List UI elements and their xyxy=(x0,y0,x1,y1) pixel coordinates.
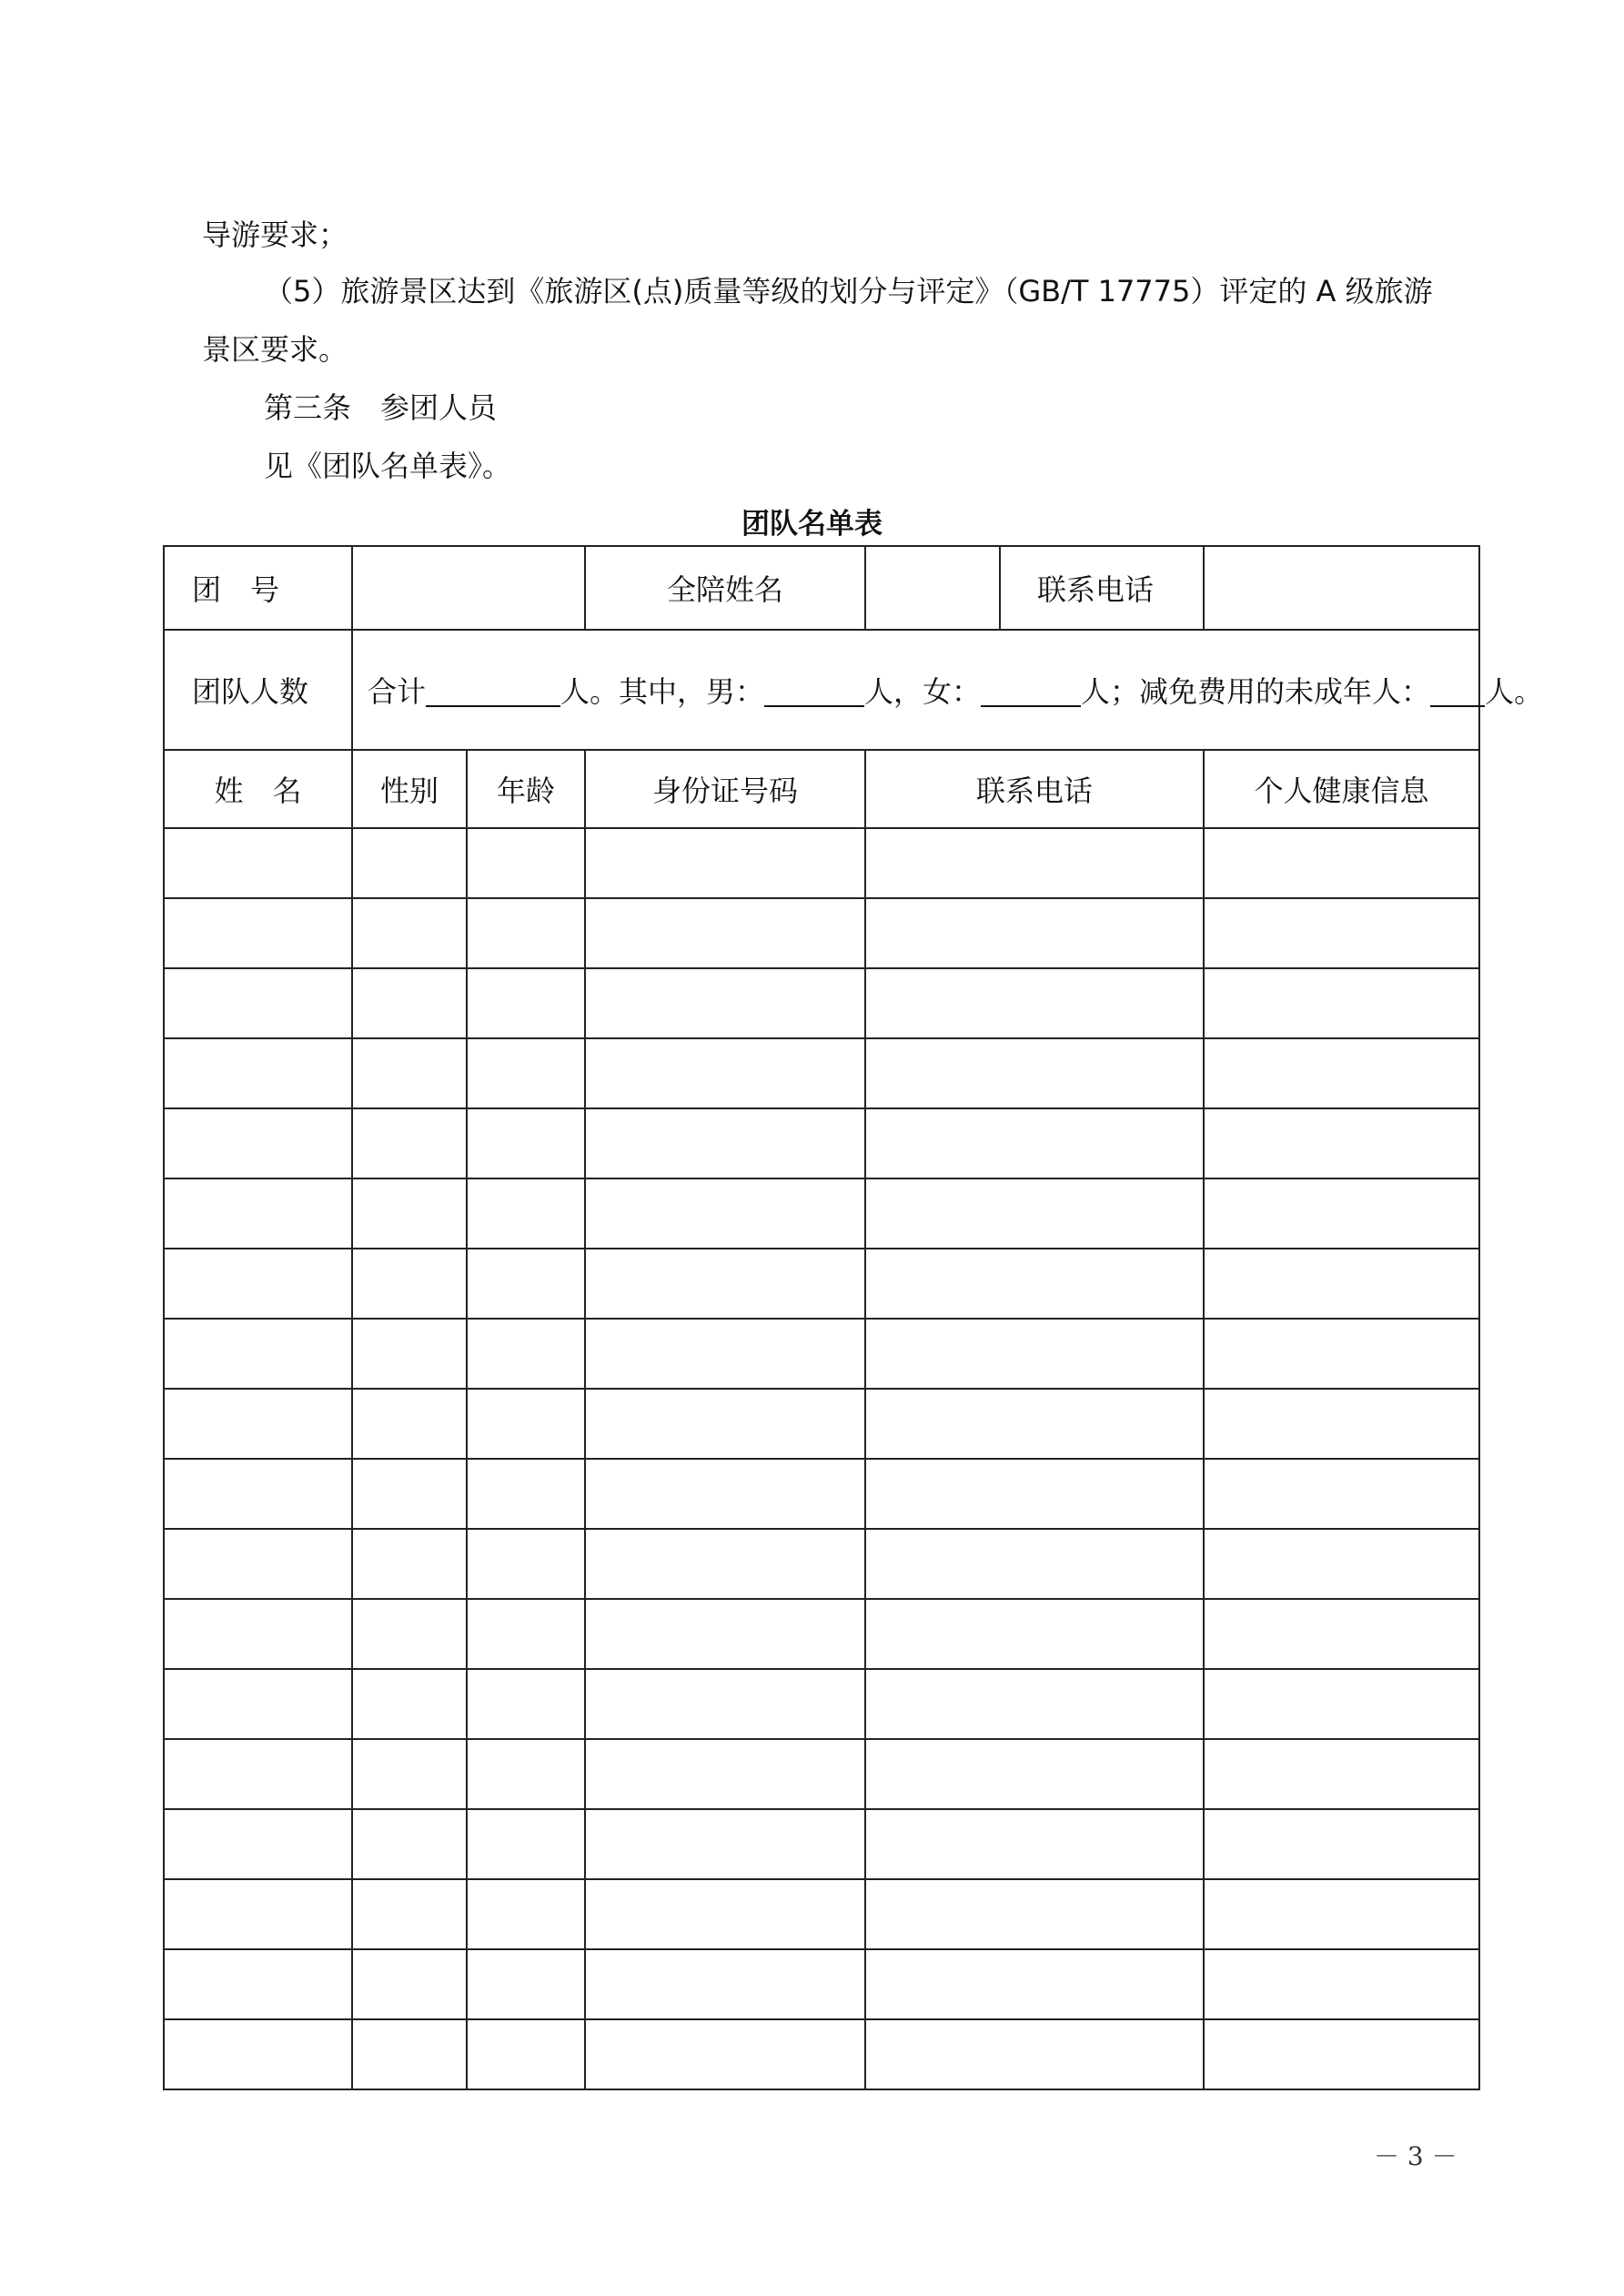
cell-id-number[interactable] xyxy=(585,1529,865,1599)
cell-phone[interactable] xyxy=(865,1459,1204,1529)
table-row xyxy=(164,1949,1479,2019)
cell-age[interactable] xyxy=(467,1669,585,1739)
blank-total[interactable] xyxy=(426,674,560,707)
cell-gender[interactable] xyxy=(352,828,467,898)
cell-name[interactable] xyxy=(164,1879,352,1949)
group-no-value-cell[interactable] xyxy=(352,546,585,630)
text-item-5: （5）旅游景区达到《旅游区(点)质量等级的划分与评定》（GB/T 17775）评定的 A 级旅游 xyxy=(264,274,1433,308)
group-no-label xyxy=(164,546,352,630)
cell-name[interactable] xyxy=(164,968,352,1038)
cell-gender[interactable] xyxy=(352,1178,467,1249)
cell-phone[interactable] xyxy=(865,1178,1204,1249)
cell-name[interactable] xyxy=(164,1249,352,1319)
cell-age[interactable] xyxy=(467,1809,585,1879)
cell-health-info[interactable] xyxy=(1204,1739,1479,1809)
cell-gender[interactable] xyxy=(352,1389,467,1459)
table-row xyxy=(164,1599,1479,1669)
cell-id-number[interactable] xyxy=(585,1459,865,1529)
cell-age[interactable] xyxy=(467,1879,585,1949)
cell-name[interactable] xyxy=(164,1319,352,1389)
cell-phone[interactable] xyxy=(865,1739,1204,1809)
cell-age[interactable] xyxy=(467,1178,585,1249)
cell-gender[interactable] xyxy=(352,1529,467,1599)
cell-gender[interactable] xyxy=(352,1459,467,1529)
table-row xyxy=(164,1739,1479,1809)
cell-age[interactable] xyxy=(467,1038,585,1108)
table-row xyxy=(164,828,1479,898)
article-heading: 第三条 参团人员 xyxy=(264,390,498,425)
text-item-5-cont: 景区要求。 xyxy=(202,332,348,367)
cell-age[interactable] xyxy=(467,1459,585,1529)
cell-health-info[interactable] xyxy=(1204,1108,1479,1178)
cell-gender[interactable] xyxy=(352,1319,467,1389)
header-id-number: 身份证号码 xyxy=(585,750,865,828)
cell-name[interactable] xyxy=(164,1809,352,1879)
cell-phone[interactable] xyxy=(865,898,1204,968)
cell-id-number[interactable] xyxy=(585,828,865,898)
cell-id-number[interactable] xyxy=(585,1879,865,1949)
cell-health-info[interactable] xyxy=(1204,1599,1479,1669)
minor-suffix: 人。 xyxy=(1485,674,1544,709)
cell-name[interactable] xyxy=(164,898,352,968)
table-row xyxy=(164,1319,1479,1389)
cell-phone[interactable] xyxy=(865,968,1204,1038)
cell-age[interactable] xyxy=(467,968,585,1038)
cell-id-number[interactable] xyxy=(585,1249,865,1319)
cell-name[interactable] xyxy=(164,1949,352,2019)
cell-gender[interactable] xyxy=(352,1739,467,1809)
cell-phone[interactable] xyxy=(865,1949,1204,2019)
cell-phone[interactable] xyxy=(865,1669,1204,1739)
group-no-label-text: 团 号 xyxy=(192,572,280,607)
cell-id-number[interactable] xyxy=(585,1178,865,1249)
cell-health-info[interactable] xyxy=(1204,2019,1479,2089)
cell-id-number[interactable] xyxy=(585,968,865,1038)
cell-name[interactable] xyxy=(164,1599,352,1669)
table-row xyxy=(164,1389,1479,1459)
female-prefix: 人，女： xyxy=(864,674,982,709)
cell-name[interactable] xyxy=(164,1739,352,1809)
cell-phone[interactable] xyxy=(865,1809,1204,1879)
cell-gender[interactable] xyxy=(352,1809,467,1879)
cell-age[interactable] xyxy=(467,1949,585,2019)
guide-phone-value-cell[interactable] xyxy=(1204,546,1479,630)
cell-gender[interactable] xyxy=(352,2019,467,2089)
group-count-stats xyxy=(352,630,1544,750)
cell-gender[interactable] xyxy=(352,1249,467,1319)
cell-id-number[interactable] xyxy=(585,1739,865,1809)
cell-health-info[interactable] xyxy=(1204,1249,1479,1319)
group-roster-table xyxy=(163,545,1544,2090)
guide-name-value-cell[interactable] xyxy=(865,546,1000,630)
cell-id-number[interactable] xyxy=(585,1809,865,1879)
cell-id-number[interactable] xyxy=(585,1108,865,1178)
cell-id-number[interactable] xyxy=(585,1599,865,1669)
blank-female[interactable] xyxy=(981,674,1081,707)
cell-health-info[interactable] xyxy=(1204,1038,1479,1108)
row-group-info xyxy=(164,546,1479,630)
table-row xyxy=(164,1879,1479,1949)
cell-health-info[interactable] xyxy=(1204,1879,1479,1949)
cell-phone[interactable] xyxy=(865,1879,1204,1949)
cell-gender[interactable] xyxy=(352,898,467,968)
cell-health-info[interactable] xyxy=(1204,828,1479,898)
cell-name[interactable] xyxy=(164,1038,352,1108)
cell-age[interactable] xyxy=(467,1389,585,1459)
cell-phone[interactable] xyxy=(865,1108,1204,1178)
cell-health-info[interactable] xyxy=(1204,1529,1479,1599)
total-prefix: 合计 xyxy=(368,674,427,709)
male-prefix: 人。其中，男： xyxy=(560,674,765,709)
cell-age[interactable] xyxy=(467,1319,585,1389)
table-row xyxy=(164,1669,1479,1739)
cell-name[interactable] xyxy=(164,2019,352,2089)
cell-id-number[interactable] xyxy=(585,1389,865,1459)
cell-phone[interactable] xyxy=(865,1038,1204,1108)
cell-health-info[interactable] xyxy=(1204,968,1479,1038)
table-row xyxy=(164,1809,1479,1879)
cell-name[interactable] xyxy=(164,1669,352,1739)
cell-health-info[interactable] xyxy=(1204,1669,1479,1739)
cell-health-info[interactable] xyxy=(1204,1949,1479,2019)
table-title: 团队名单表 xyxy=(741,508,883,541)
cell-health-info[interactable] xyxy=(1204,1809,1479,1879)
cell-id-number[interactable] xyxy=(585,1319,865,1389)
cell-gender[interactable] xyxy=(352,1038,467,1108)
cell-id-number[interactable] xyxy=(585,898,865,968)
row-group-count xyxy=(164,630,1479,750)
cell-phone[interactable] xyxy=(865,1529,1204,1599)
cell-id-number[interactable] xyxy=(585,1949,865,2019)
header-gender: 性别 xyxy=(352,750,467,828)
cell-health-info[interactable] xyxy=(1204,898,1479,968)
guide-phone-label: 联系电话 xyxy=(1000,546,1204,630)
table-row xyxy=(164,968,1479,1038)
cell-name[interactable] xyxy=(164,1529,352,1599)
cell-phone[interactable] xyxy=(865,1249,1204,1319)
text-guide-requirements: 导游要求； xyxy=(202,217,348,252)
header-phone: 联系电话 xyxy=(865,750,1204,828)
table-row xyxy=(164,898,1479,968)
cell-phone[interactable] xyxy=(865,828,1204,898)
cell-age[interactable] xyxy=(467,828,585,898)
cell-id-number[interactable] xyxy=(585,1669,865,1739)
cell-phone[interactable] xyxy=(865,2019,1204,2089)
cell-gender[interactable] xyxy=(352,1669,467,1739)
minor-prefix: 人；减免费用的未成年人： xyxy=(1081,674,1431,709)
cell-name[interactable] xyxy=(164,1389,352,1459)
cell-phone[interactable] xyxy=(865,1599,1204,1669)
header-name: 姓 名 xyxy=(164,750,352,828)
header-health-info: 个人健康信息 xyxy=(1204,750,1479,828)
cell-name[interactable] xyxy=(164,828,352,898)
table-row xyxy=(164,2019,1479,2089)
table-row xyxy=(164,1108,1479,1178)
cell-phone[interactable] xyxy=(865,1319,1204,1389)
cell-age[interactable] xyxy=(467,1108,585,1178)
table-row xyxy=(164,1249,1479,1319)
page-number: － 3 － xyxy=(1374,2141,1458,2171)
cell-age[interactable] xyxy=(467,1739,585,1809)
cell-id-number[interactable] xyxy=(585,1038,865,1108)
header-age: 年龄 xyxy=(467,750,585,828)
cell-name[interactable] xyxy=(164,1178,352,1249)
group-count-label: 团队人数 xyxy=(164,630,352,750)
table-row xyxy=(164,1459,1479,1529)
cell-age[interactable] xyxy=(467,1249,585,1319)
cell-gender[interactable] xyxy=(352,1108,467,1178)
cell-id-number[interactable] xyxy=(585,2019,865,2089)
row-headers xyxy=(164,750,1479,828)
cell-name[interactable] xyxy=(164,1459,352,1529)
blank-male[interactable] xyxy=(764,674,864,707)
cell-gender[interactable] xyxy=(352,1879,467,1949)
table-row xyxy=(164,1038,1479,1108)
cell-phone[interactable] xyxy=(865,1389,1204,1459)
cell-name[interactable] xyxy=(164,1108,352,1178)
guide-name-label: 全陪姓名 xyxy=(585,546,865,630)
cell-gender[interactable] xyxy=(352,1599,467,1669)
blank-minor[interactable] xyxy=(1430,674,1485,707)
cell-health-info[interactable] xyxy=(1204,1319,1479,1389)
cell-gender[interactable] xyxy=(352,968,467,1038)
text-see-table: 见《团队名单表》。 xyxy=(264,449,512,483)
table-row xyxy=(164,1529,1479,1599)
cell-age[interactable] xyxy=(467,2019,585,2089)
table-row xyxy=(164,1178,1479,1249)
cell-health-info[interactable] xyxy=(1204,1389,1479,1459)
cell-gender[interactable] xyxy=(352,1949,467,2019)
cell-age[interactable] xyxy=(467,1529,585,1599)
cell-health-info[interactable] xyxy=(1204,1459,1479,1529)
cell-age[interactable] xyxy=(467,1599,585,1669)
cell-age[interactable] xyxy=(467,898,585,968)
cell-health-info[interactable] xyxy=(1204,1178,1479,1249)
